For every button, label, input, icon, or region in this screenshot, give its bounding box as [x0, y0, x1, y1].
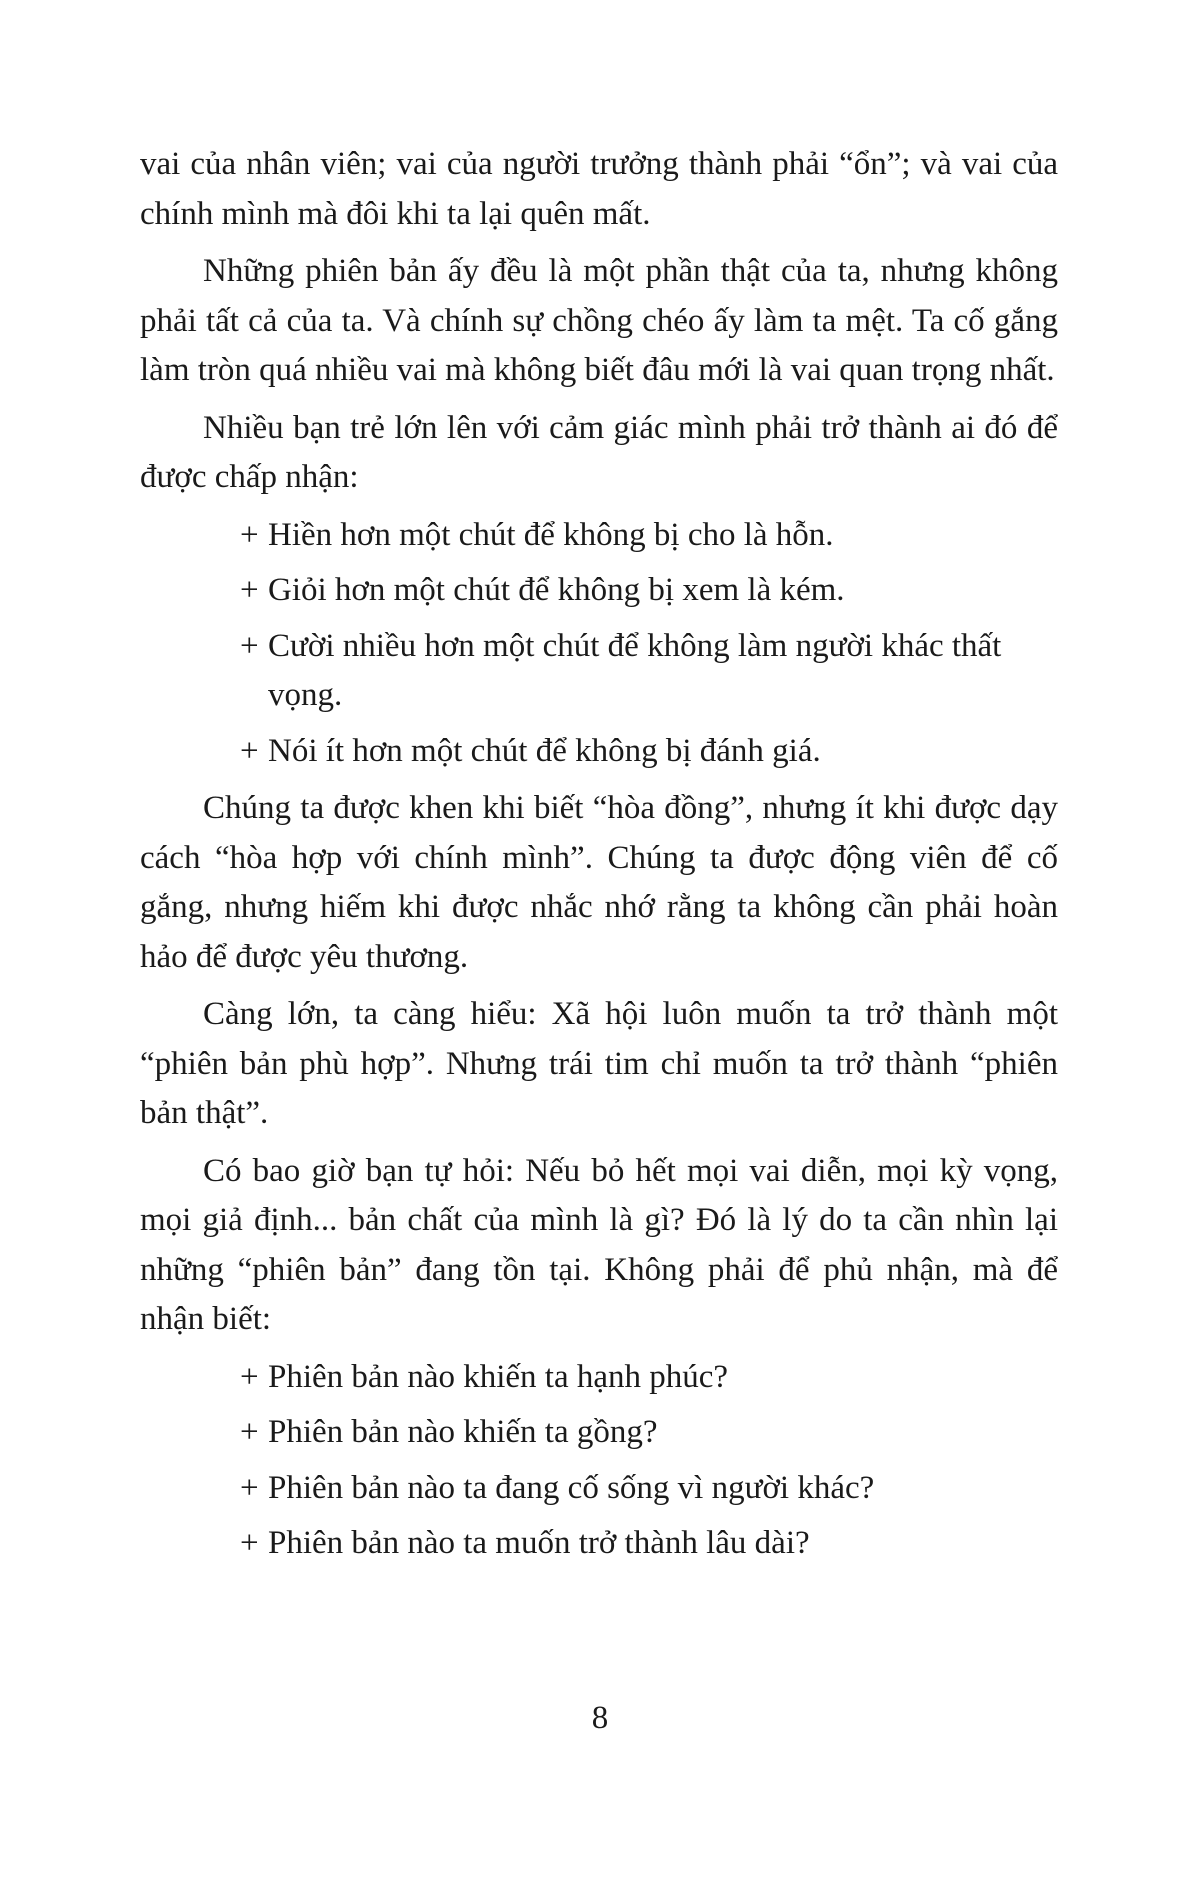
list-item: + Phiên bản nào ta muốn trở thành lâu dài?	[140, 1519, 1058, 1569]
paragraph: vai của nhân viên; vai của người trưởng thành phải “ổn”; và vai của chính mình mà đôi khi ta lại quên mất.	[140, 146, 1058, 232]
list-item: + Phiên bản nào khiến ta gồng?	[140, 1408, 1058, 1458]
list-item: + Phiên bản nào khiến ta hạnh phúc?	[140, 1353, 1058, 1403]
plus-bullet: +	[240, 732, 259, 769]
plus-bullet: +	[240, 1525, 259, 1561]
paragraph: Chúng ta được khen khi biết “hòa đồng”, nhưng ít khi được dạy cách “hòa hợp với chính mình”. Chúng ta được động viên để cố gắng, nhưng hiếm khi được nhắc nhớ rằng ta không cần phải hoàn hảo để được yêu thương.	[140, 790, 1058, 975]
plus-bullet: +	[240, 572, 259, 608]
plus-bullet: +	[240, 516, 259, 553]
list-item: + Nói ít hơn một chút để không bị đánh giá.	[140, 727, 1058, 777]
page-number: 8	[591, 1700, 609, 1736]
list-item: + Cười nhiều hơn một chút để không làm người khác thất vọng.	[140, 622, 1058, 721]
bullet-list-expectations	[140, 511, 1058, 777]
list-item: + Hiền hơn một chút để không bị cho là hỗn.	[140, 511, 1058, 561]
plus-bullet: +	[240, 627, 259, 664]
paragraph: Càng lớn, ta càng hiểu: Xã hội luôn muốn ta trở thành một “phiên bản phù hợp”. Nhưng trái tim chỉ muốn ta trở thành “phiên bản thật”.	[140, 996, 1058, 1131]
paragraph: Nhiều bạn trẻ lớn lên với cảm giác mình phải trở thành ai đó để được chấp nhận:	[140, 409, 1058, 495]
plus-bullet: +	[240, 1469, 259, 1506]
list-item: + Giỏi hơn một chút để không bị xem là kém.	[140, 566, 1058, 616]
page-body	[140, 140, 1058, 1577]
paragraph: Những phiên bản ấy đều là một phần thật của ta, nhưng không phải tất cả của ta. Và chính sự chồng chéo ấy làm ta mệt. Ta cố gắng làm tròn quá nhiều vai mà không biết đâu mới là vai quan trọng nhất.	[140, 253, 1058, 388]
bullet-list-questions	[140, 1353, 1058, 1569]
plus-bullet: +	[240, 1358, 259, 1395]
plus-bullet: +	[240, 1414, 259, 1450]
list-item: + Phiên bản nào ta đang cố sống vì người khác?	[140, 1464, 1058, 1514]
paragraph: Có bao giờ bạn tự hỏi: Nếu bỏ hết mọi vai diễn, mọi kỳ vọng, mọi giả định... bản chất của mình là gì? Đó là lý do ta cần nhìn lại những “phiên bản” đang tồn tại. Không phải để phủ nhận, mà để nhận biết:	[140, 1152, 1058, 1337]
